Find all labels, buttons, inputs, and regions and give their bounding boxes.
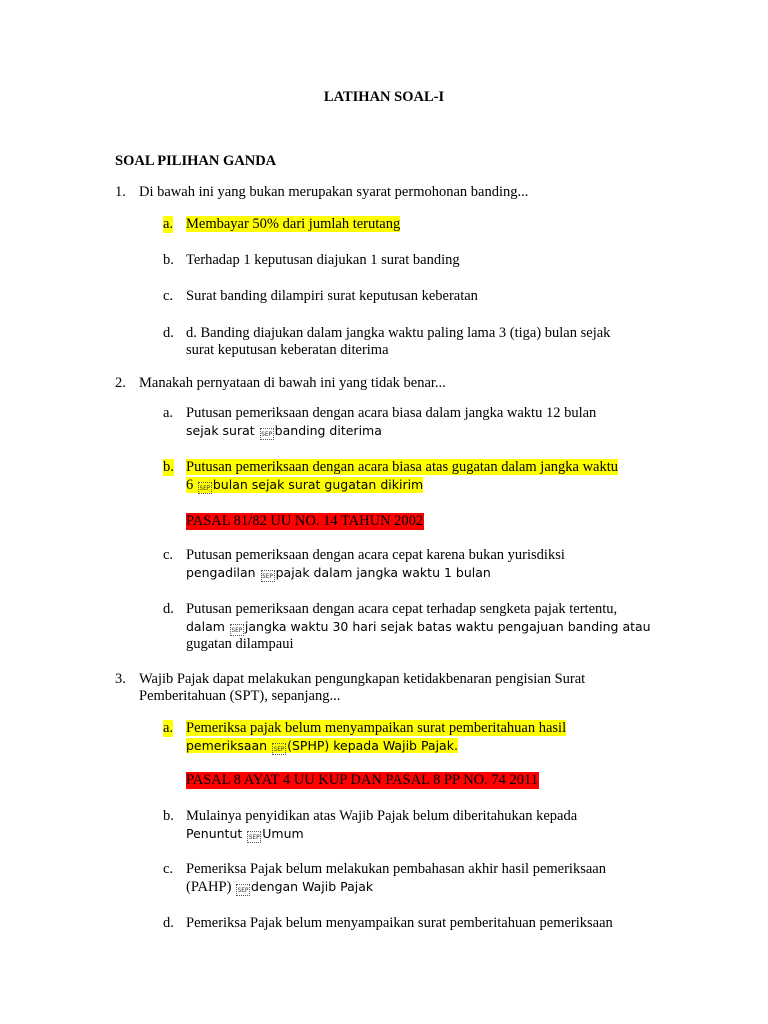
option-text-line: Putusan pemeriksaan dengan acara biasa atas gugatan dalam jangka waktu <box>186 459 619 475</box>
option-text <box>186 808 652 843</box>
option-letter: a. <box>163 216 174 232</box>
option-text-line: Putusan pemeriksaan dengan acara cepat karena bukan yurisdiksi <box>186 547 565 563</box>
option-letter: c. <box>163 861 174 877</box>
option-text-part: pajak dalam jangka waktu 1 bulan <box>275 565 491 580</box>
q1-option-b <box>163 252 652 269</box>
option-letter: b. <box>163 808 174 824</box>
option-text-part: banding diterima <box>274 423 382 438</box>
question-text-line: Pemberitahuan (SPT), sepanjang... <box>139 688 341 704</box>
option-letter: a. <box>163 720 174 736</box>
sep-glyph-icon: SEP <box>247 831 261 843</box>
option-text-line: gugatan dilampaui <box>186 636 294 652</box>
q1-option-c <box>163 288 652 305</box>
legal-reference: PASAL 8 AYAT 4 UU KUP DAN PASAL 8 PP NO. 74 2011 <box>186 772 538 788</box>
q3-option-d <box>163 915 652 932</box>
option-text-line: Putusan pemeriksaan dengan acara cepat terhadap sengketa pajak tertentu, <box>186 601 618 617</box>
sep-glyph-icon: SEP <box>272 743 286 755</box>
option-text: Terhadap 1 keputusan diajukan 1 surat banding <box>186 252 460 268</box>
option-text-part: Penuntut <box>186 826 243 841</box>
sep-glyph-icon: SEP <box>198 482 212 494</box>
question-2 <box>115 375 652 392</box>
question-number: 3. <box>115 671 126 687</box>
option-text-part: (SPHP) kepada Wajib Pajak. <box>287 738 458 753</box>
option-text <box>186 720 652 755</box>
option-letter: d. <box>163 915 174 931</box>
option-letter: d. <box>163 325 174 341</box>
option-text <box>186 861 652 896</box>
option-text-part: dengan Wajib Pajak <box>251 879 374 894</box>
option-text <box>186 325 652 359</box>
question-text <box>139 671 652 705</box>
sep-glyph-icon: SEP <box>236 884 250 896</box>
option-text-line: Pemeriksa Pajak belum melakukan pembahasan akhir hasil pemeriksaan <box>186 861 606 877</box>
question-number: 1. <box>115 184 126 200</box>
option-text-part: bulan sejak surat gugatan dikirim <box>212 477 424 492</box>
option-text-part: 6 <box>186 477 194 493</box>
q3-option-a <box>163 720 652 755</box>
q2-option-d <box>163 601 652 653</box>
q3-option-b <box>163 808 652 843</box>
question-number: 2. <box>115 375 126 391</box>
option-letter: b. <box>163 252 174 268</box>
question-text: Di bawah ini yang bukan merupakan syarat permohonan banding... <box>139 184 529 200</box>
option-text-line: surat keputusan keberatan diterima <box>186 342 389 358</box>
option-text-line: Mulainya penyidikan atas Wajib Pajak belum diberitahukan kepada <box>186 808 578 824</box>
sep-glyph-icon: SEP <box>230 624 244 636</box>
option-text-line: Putusan pemeriksaan dengan acara biasa dalam jangka waktu 12 bulan <box>186 405 597 421</box>
option-text-part: dalam <box>186 619 225 634</box>
q2-option-c <box>163 547 652 582</box>
option-letter: c. <box>163 547 174 563</box>
q2-option-b <box>163 459 652 494</box>
option-text: Surat banding dilampiri surat keputusan keberatan <box>186 288 478 304</box>
option-text: Pemeriksa Pajak belum menyampaikan surat pemberitahuan pemeriksaan <box>186 915 613 931</box>
option-text <box>186 547 652 582</box>
option-letter: c. <box>163 288 174 304</box>
q1-option-d <box>163 325 652 359</box>
option-letter: d. <box>163 601 174 617</box>
question-text-line: Wajib Pajak dapat melakukan pengungkapan ketidakbenaran pengisian Surat <box>139 671 586 687</box>
option-text <box>186 601 652 653</box>
option-text <box>186 405 652 440</box>
sep-glyph-icon: SEP <box>261 570 275 582</box>
option-letter: a. <box>163 405 174 421</box>
option-text-part: sejak surat <box>186 423 255 438</box>
page-title: LATIHAN SOAL-I <box>323 89 445 105</box>
option-text-part: jangka waktu 30 hari sejak batas waktu pengajuan banding atau <box>244 619 651 634</box>
option-text-part: (PAHP) <box>186 879 232 895</box>
option-text: Membayar 50% dari jumlah terutang <box>186 216 401 232</box>
question-3 <box>115 671 652 705</box>
option-text-line: d. Banding diajukan dalam jangka waktu paling lama 3 (tiga) bulan sejak <box>186 325 611 341</box>
option-text <box>186 459 652 494</box>
legal-reference: PASAL 81/82 UU NO. 14 TAHUN 2002 <box>186 513 424 529</box>
option-text-part: pemeriksaan <box>186 738 268 753</box>
option-text-line: Pemeriksa pajak belum menyampaikan surat pemberitahuan hasil <box>186 720 567 736</box>
q2-option-a <box>163 405 652 440</box>
option-letter: b. <box>163 459 174 475</box>
q3-option-c <box>163 861 652 896</box>
option-text-part: pengadilan <box>186 565 256 580</box>
section-heading: SOAL PILIHAN GANDA <box>115 153 277 169</box>
q1-option-a <box>163 216 652 233</box>
sep-glyph-icon: SEP <box>260 428 274 440</box>
question-text: Manakah pernyataan di bawah ini yang tidak benar... <box>139 375 446 391</box>
option-text-part: Umum <box>262 826 304 841</box>
question-1 <box>115 184 652 201</box>
